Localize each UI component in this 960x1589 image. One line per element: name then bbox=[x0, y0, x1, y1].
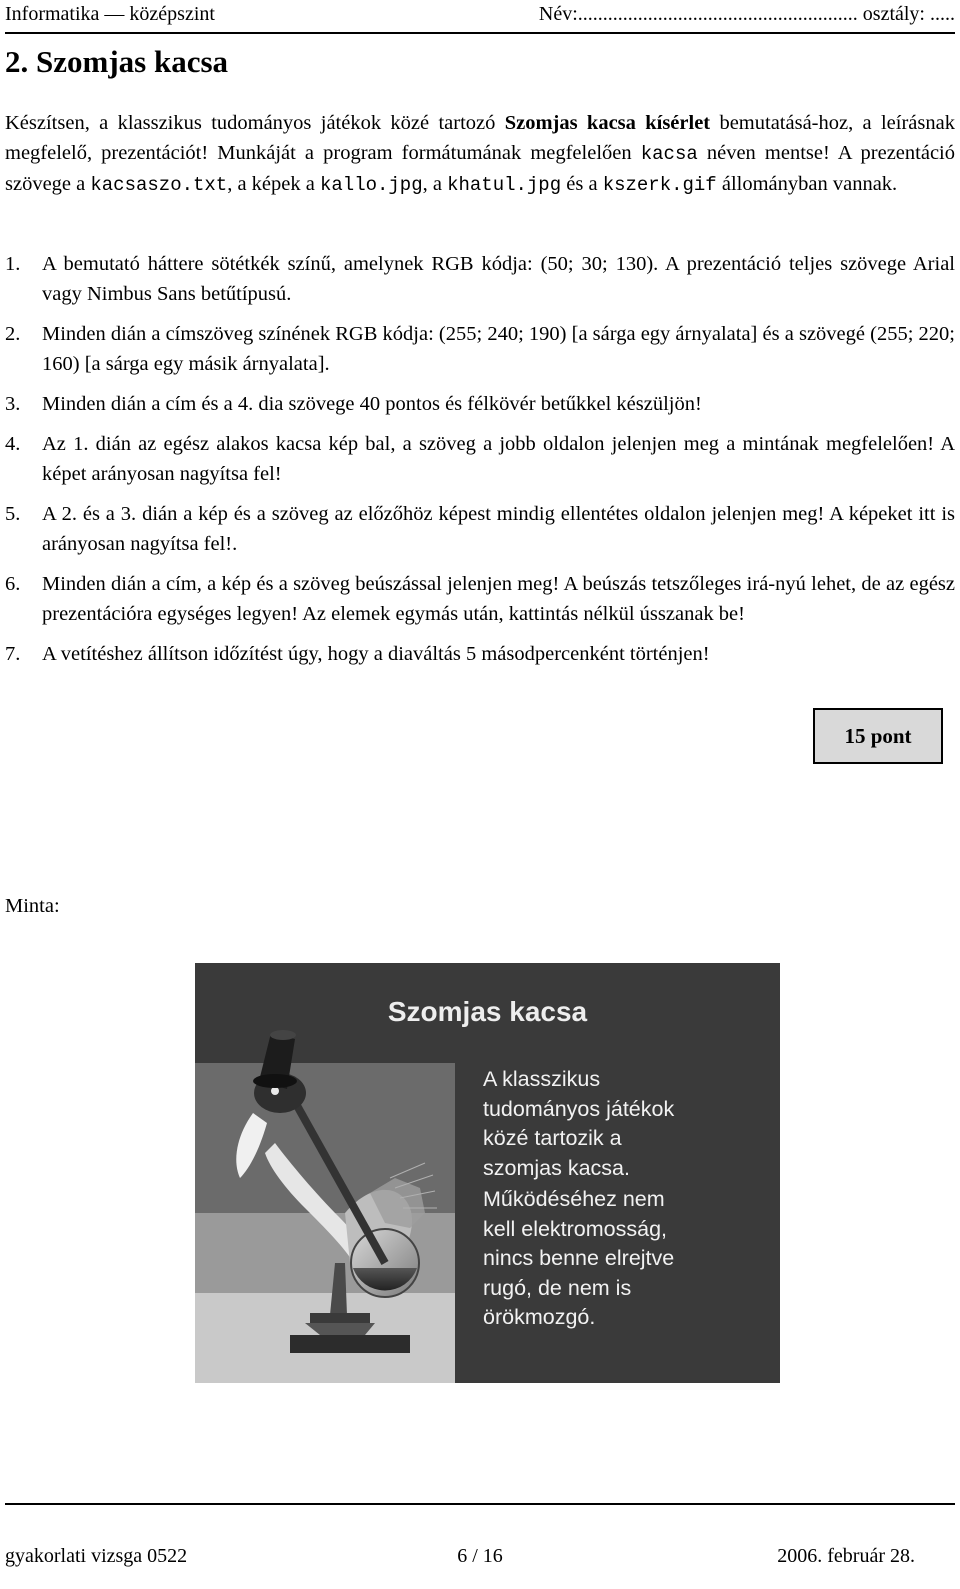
item-text: A vetítéshez állítson időzítést úgy, hogy a diaváltás 5 másodpercenként történjen! bbox=[42, 643, 710, 665]
slide-text-line: Működéséhez nem bbox=[483, 1187, 665, 1211]
sample-slide bbox=[195, 963, 780, 1383]
sample-label: Minta: bbox=[5, 895, 60, 917]
page-header bbox=[5, 0, 955, 30]
item-text: A bemutató háttere sötétkék színű, amelynek RGB kódja: (50; 30; 130). A prezentáció teljes szövege Arial vagy Nimbus Sans betűtípusú. bbox=[42, 253, 955, 305]
item-number: 6. bbox=[5, 573, 21, 595]
intro-text-2: bemutatásá-hoz, a leírásnak megfelelő, prezentációt! Munkáját a program formátumának megfelelően bbox=[5, 112, 955, 164]
footer-page-number: 6 / 16 bbox=[457, 1545, 503, 1567]
footer-divider bbox=[5, 1503, 955, 1505]
task-list bbox=[5, 249, 955, 679]
header-subject: Informatika — középszint bbox=[5, 3, 215, 25]
item-text: Minden dián a címszöveg színének RGB kódja: (255; 240; 190) [a sárga egy árnyalata] és a szövegé (255; 220; 160) [a sárga egy másik árnyalata]. bbox=[42, 323, 955, 375]
intro-text-5: , a bbox=[422, 173, 448, 195]
slide-text-line: A klasszikus bbox=[483, 1067, 601, 1091]
item-number: 1. bbox=[5, 253, 21, 275]
slide-text-line: rugó, de nem is bbox=[483, 1275, 632, 1300]
task-title: 2. Szomjas kacsa bbox=[5, 44, 229, 79]
intro-text-7: állományban vannak. bbox=[716, 173, 898, 195]
list-item bbox=[5, 639, 955, 669]
filename-kszerk: kszerk.gif bbox=[602, 174, 717, 196]
filename-khatul: khatul.jpg bbox=[447, 174, 562, 196]
slide-text-line: szomjas kacsa. bbox=[483, 1155, 630, 1180]
points-box: 15 pont bbox=[813, 708, 943, 764]
intro-text-1: Készítsen, a klasszikus tudományos játékok közé tartozó bbox=[5, 112, 505, 134]
footer-exam: gyakorlati vizsga 0522 bbox=[5, 1545, 188, 1567]
filename-kacsaszo: kacsaszo.txt bbox=[90, 174, 228, 196]
item-number: 3. bbox=[5, 393, 21, 415]
slide-text-line: kell elektromosság, bbox=[483, 1216, 668, 1241]
header-divider bbox=[5, 32, 955, 34]
item-text: Az 1. dián az egész alakos kacsa kép bal, a szöveg a jobb oldalon jelenjen meg a mintának megfelelően! A képet arányosan nagyítsa fel! bbox=[42, 433, 955, 485]
filename-kallo: kallo.jpg bbox=[319, 174, 423, 196]
page-footer bbox=[5, 1542, 955, 1572]
slide-text-line: nincs benne elrejtve bbox=[483, 1246, 675, 1270]
intro-text-3: néven mentse! A prezentáció szövege a bbox=[5, 142, 955, 195]
slide-text-line: örökmozgó. bbox=[483, 1305, 596, 1329]
header-name-class: Név:........................................................ osztály: ..... bbox=[538, 3, 955, 25]
list-item bbox=[5, 569, 955, 629]
item-number: 4. bbox=[5, 433, 21, 455]
list-item bbox=[5, 319, 955, 379]
list-item bbox=[5, 389, 955, 419]
list-item bbox=[5, 249, 955, 309]
intro-paragraph bbox=[5, 108, 955, 200]
item-text: A 2. és a 3. dián a kép és a szöveg az előzőhöz képest mindig ellentétes oldalon jelenjen meg! A képeket itt is arányosan nagyítsa fel!. bbox=[42, 503, 955, 555]
slide-text bbox=[483, 1065, 763, 1333]
intro-text-6: és a bbox=[561, 173, 603, 195]
footer-date: 2006. február 28. bbox=[777, 1545, 915, 1567]
item-text: Minden dián a cím, a kép és a szöveg beúszással jelenjen meg! A beúszás tetszőleges irá-nyú lehet, de az egész prezentációra egységes legyen! Az elemek egymás után, kattintás nélkül ússzanak be! bbox=[42, 573, 955, 625]
slide-text-line: közé tartozik a bbox=[483, 1126, 622, 1150]
item-text: Minden dián a cím és a 4. dia szövege 40 pontos és félkövér betűkkel készüljön! bbox=[42, 393, 702, 415]
item-number: 2. bbox=[5, 323, 21, 345]
filename-kacsa: kacsa bbox=[640, 143, 698, 165]
intro-bold: Szomjas kacsa kísérlet bbox=[504, 112, 711, 134]
slide-text-line: tudományos játékok bbox=[483, 1096, 675, 1121]
intro-text-4: , a képek a bbox=[227, 173, 320, 195]
item-number: 5. bbox=[5, 503, 21, 525]
list-item bbox=[5, 429, 955, 489]
item-number: 7. bbox=[5, 643, 21, 665]
list-item bbox=[5, 499, 955, 559]
slide-title: Szomjas kacsa bbox=[387, 996, 588, 1027]
